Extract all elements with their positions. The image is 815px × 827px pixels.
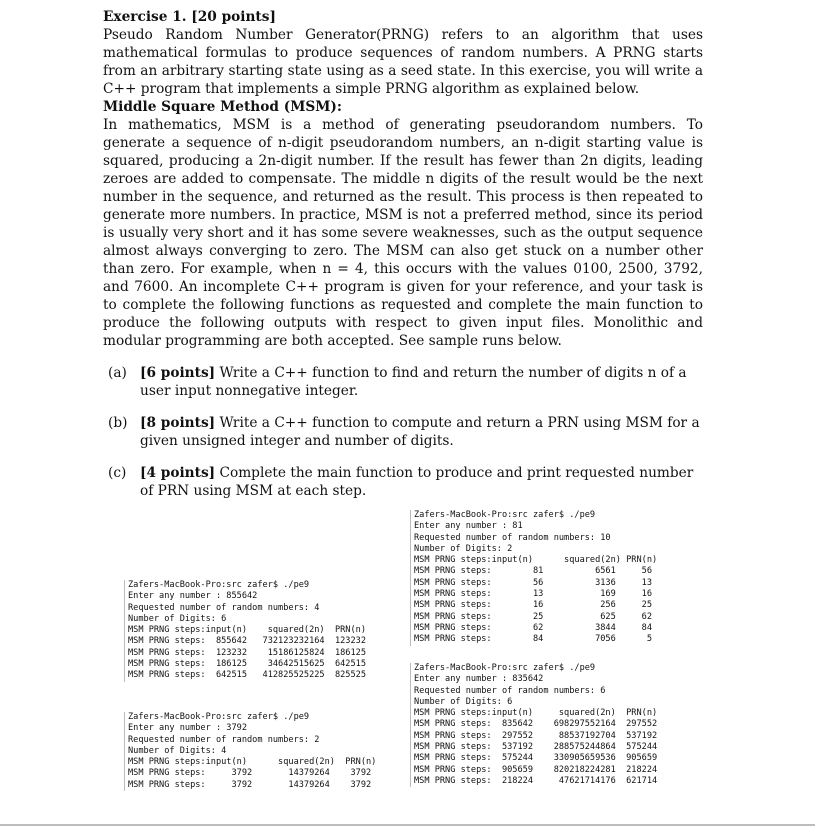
task-points: [6 points] [140,365,216,381]
task-points: [8 points] [140,415,216,431]
task-label: (c) [108,465,127,481]
terminal-output-run-3792: Zafers-MacBook-Pro:src zafer$ ./pe9 Enter any number : 3792 Requested number of random numbers: 2 Number of Digits: 4 MSM PRNG steps:input(n) squared(2n) PRN(n) MSM PRNG steps: 3792 14379264 3792 MSM PRNG steps: 3792 14379264 3792 [124,712,376,791]
task-text: Write a C++ function to compute and return a PRN using MSM for a given unsigned integer and number of digits. [140,415,700,449]
terminal-output-run-855642: Zafers-MacBook-Pro:src zafer$ ./pe9 Enter any number : 855642 Requested number of random numbers: 4 Number of Digits: 6 MSM PRNG steps:input(n) squared(2n) PRN(n) MSM PRNG steps: 855642 732123232164 123232 MSM PRNG steps: 123232 15186125824 186125 MSM PRNG steps: 186125 34642515625 642515 MSM PRNG steps: 642515 412825525225 825525 [124,580,366,682]
msm-body: In mathematics, MSM is a method of generating pseudorandom numbers. To generate a sequence of n-digit pseudorandom numbers, an n-digit starting value is squared, producing a 2n-digit number. If the result has fewer than 2n digits, leading zeroes are added to compensate. The middle n digits of the result would be the next number in the sequence, and returned as the result. This process is then repeated to generate more numbers. In practice, MSM is not a preferred method, since its period is usually very short and it has some severe weaknesses, such as the output sequence almost always converging to zero. The MSM can also get stuck on a number other than zero. For example, when n = 4, this occurs with the values 0100, 2500, 3792, and 7600. An incomplete C++ program is given for your reference, and your task is to complete the following functions as requested and complete the main function to produce the following outputs with respect to given input files. Monolithic and modular programming are both accepted. See sample runs below. [103,117,703,349]
exercise-intro: Pseudo Random Number Generator(PRNG) refers to an algorithm that uses mathematical formulas to produce sequences of random numbers. A PRNG starts from an arbitrary starting state using as a seed state. In this exercise, you will write a C++ program that implements a simple PRNG algorithm as explained below. [103,27,703,97]
task-text: Write a C++ function to find and return the number of digits n of a user input nonnegative integer. [140,365,687,399]
task-text: Complete the main function to produce and print requested number of PRN using MSM at each step. [140,465,694,499]
task-points: [4 points] [140,465,216,481]
page-bottom-divider [0,824,815,826]
exercise-title: Exercise 1. [20 points] [103,9,276,25]
task-label: (b) [108,415,128,431]
terminal-output-run-81: Zafers-MacBook-Pro:src zafer$ ./pe9 Enter any number : 81 Requested number of random numbers: 10 Number of Digits: 2 MSM PRNG steps:input(n) squared(2n) PRN(n) MSM PRNG steps: 81 6561 56 MSM PRNG steps: 56 3136 13 MSM PRNG steps: 13 169 16 MSM PRNG steps: 16 256 25 MSM PRNG steps: 25 625 62 MSM PRNG steps: 62 3844 84 MSM PRNG steps: 84 7056 5 [410,510,657,646]
terminal-output-run-835642: Zafers-MacBook-Pro:src zafer$ ./pe9 Enter any number : 835642 Requested number of random numbers: 6 Number of Digits: 6 MSM PRNG steps:input(n) squared(2n) PRN(n) MSM PRNG steps: 835642 698297552164 297552 MSM PRNG steps: 297552 88537192704 537192 MSM PRNG steps: 537192 288575244864 575244 MSM PRNG steps: 575244 330905659536 905659 MSM PRNG steps: 905659 820218224281 218224 MSM PRNG steps: 218224 47621714176 621714 [410,663,657,787]
msm-title: Middle Square Method (MSM): [103,99,342,115]
task-label: (a) [108,365,127,381]
